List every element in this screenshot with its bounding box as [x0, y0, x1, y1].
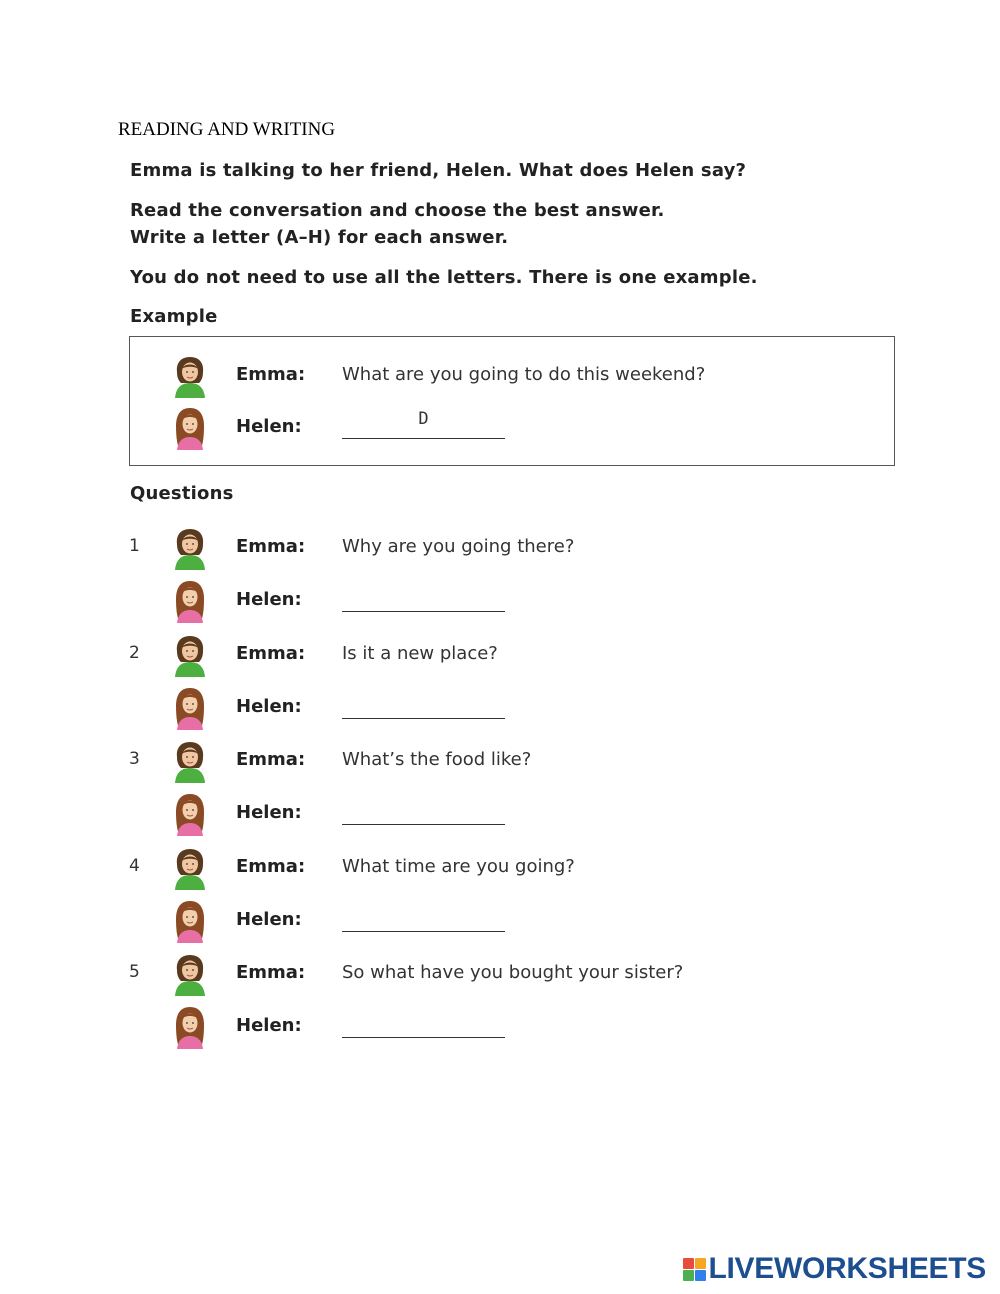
helen-avatar-icon — [170, 406, 210, 450]
question-helen-row — [0, 792, 1000, 838]
question-helen-row — [0, 1005, 1000, 1051]
helen-avatar-icon — [170, 899, 210, 943]
liveworksheets-logo — [683, 1252, 987, 1286]
example-helen-row — [0, 406, 1000, 452]
question-helen-row — [0, 579, 1000, 625]
question-emma-line: So what have you bought your sister? — [342, 962, 684, 983]
question-emma-line: Is it a new place? — [342, 643, 498, 664]
question-emma-row — [0, 526, 1000, 572]
question-number: 2 — [129, 643, 140, 663]
question-answer-line[interactable] — [342, 611, 505, 612]
question-emma-line: What’s the food like? — [342, 749, 532, 770]
question-emma-row — [0, 952, 1000, 998]
question-answer-line[interactable] — [342, 824, 505, 825]
emma-avatar-icon — [170, 846, 210, 890]
section-title: READING AND WRITING — [118, 119, 336, 140]
question-emma-label: Emma: — [236, 856, 306, 877]
helen-avatar-icon — [170, 686, 210, 730]
question-emma-label: Emma: — [236, 749, 306, 770]
instruction-intro: Emma is talking to her friend, Helen. What does Helen say? — [130, 160, 747, 181]
question-number: 1 — [129, 536, 140, 556]
question-number: 3 — [129, 749, 140, 769]
logo-mark-icon — [683, 1258, 706, 1281]
helen-avatar-icon — [170, 579, 210, 623]
question-answer-line[interactable] — [342, 931, 505, 932]
question-answer-line[interactable] — [342, 1037, 505, 1038]
helen-avatar-icon — [170, 1005, 210, 1049]
question-answer-line[interactable] — [342, 718, 505, 719]
question-emma-row — [0, 739, 1000, 785]
example-emma-row — [0, 354, 1000, 400]
question-emma-label: Emma: — [236, 536, 306, 557]
emma-avatar-icon — [170, 739, 210, 783]
question-number: 4 — [129, 856, 140, 876]
emma-avatar-icon — [170, 526, 210, 570]
question-number: 5 — [129, 962, 140, 982]
question-helen-label: Helen: — [236, 696, 302, 717]
question-emma-row — [0, 633, 1000, 679]
example-helen-label: Helen: — [236, 416, 302, 437]
emma-avatar-icon — [170, 633, 210, 677]
helen-avatar-icon — [170, 792, 210, 836]
example-emma-line: What are you going to do this weekend? — [342, 364, 706, 385]
question-helen-label: Helen: — [236, 589, 302, 610]
question-helen-label: Helen: — [236, 1015, 302, 1036]
question-emma-label: Emma: — [236, 643, 306, 664]
question-helen-label: Helen: — [236, 802, 302, 823]
question-emma-line: Why are you going there? — [342, 536, 575, 557]
question-emma-label: Emma: — [236, 962, 306, 983]
emma-avatar-icon — [170, 354, 210, 398]
logo-text: LIVEWORKSHEETS — [708, 1252, 986, 1285]
example-emma-label: Emma: — [236, 364, 306, 385]
instruction-read: Read the conversation and choose the best answer. — [130, 200, 665, 221]
question-helen-label: Helen: — [236, 909, 302, 930]
question-emma-line: What time are you going? — [342, 856, 575, 877]
example-answer: D — [418, 409, 429, 429]
emma-avatar-icon — [170, 952, 210, 996]
question-helen-row — [0, 686, 1000, 732]
questions-heading: Questions — [130, 483, 234, 504]
question-emma-row — [0, 846, 1000, 892]
instruction-write: Write a letter (A–H) for each answer. — [130, 227, 509, 248]
example-heading: Example — [130, 306, 218, 327]
question-helen-row — [0, 899, 1000, 945]
instruction-letters: You do not need to use all the letters. There is one example. — [130, 267, 758, 288]
example-answer-line — [342, 438, 505, 439]
